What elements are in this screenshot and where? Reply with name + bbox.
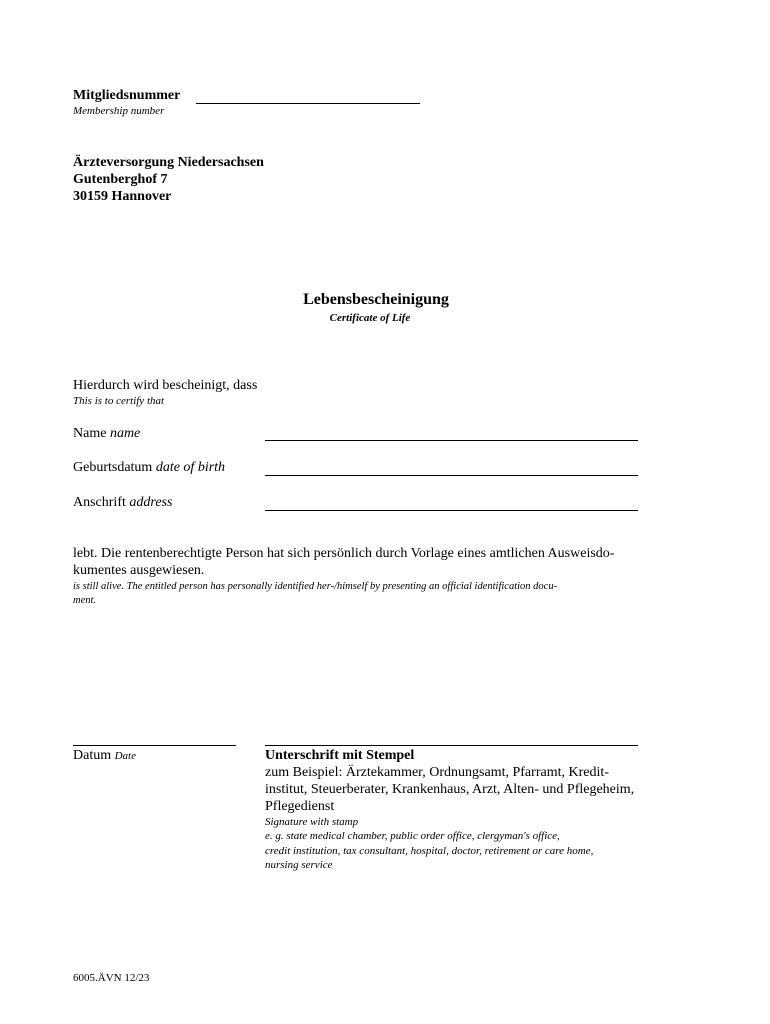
address-field[interactable]: [265, 510, 638, 511]
page-subtitle: Certificate of Life: [329, 312, 411, 324]
membership-label: Mitgliedsnummer: [73, 88, 181, 103]
signature-en-line-3: nursing service: [265, 859, 333, 871]
signature-en-heading: Signature with stamp: [265, 816, 359, 828]
signature-field[interactable]: [265, 745, 638, 746]
statement-en-line-2: ment.: [73, 595, 97, 606]
address-label: Anschrift address: [73, 495, 173, 510]
statement-en-line-1: is still alive. The entitled person has personally identified her-/himself by presenting an official identification docu-: [73, 581, 558, 592]
address-line-1: Ärzteversorgung Niedersachsen: [73, 155, 264, 170]
statement-line-1: lebt. Die rentenberechtigte Person hat sich persönlich durch Vorlage eines amtlichen Ausweisdo-: [73, 546, 615, 561]
signature-en-line-2: credit institution, tax consultant, hospital, doctor, retirement or care home,: [265, 845, 594, 857]
signature-examples-line-1: zum Beispiel: Ärztekammer, Ordnungsamt, Pfarramt, Kredit-: [265, 765, 609, 780]
certify-text: Hierdurch wird bescheinigt, dass: [73, 378, 258, 393]
address-line-3: 30159 Hannover: [73, 189, 172, 204]
signature-heading: Unterschrift mit Stempel: [265, 748, 415, 763]
name-label: Name name: [73, 426, 141, 441]
signature-examples-line-3: Pflegedienst: [265, 799, 335, 814]
birthdate-field[interactable]: [265, 475, 638, 476]
form-code: 6005.ÄVN 12/23: [73, 972, 150, 984]
statement-line-2: kumentes ausgewiesen.: [73, 563, 205, 578]
membership-label-en: Membership number: [73, 105, 165, 117]
certify-text-en: This is to certify that: [73, 395, 165, 407]
signature-en-line-1: e. g. state medical chamber, public order office, clergyman's office,: [265, 830, 560, 842]
page-title: Lebensbescheinigung: [303, 291, 449, 308]
birthdate-label: Geburtsdatum date of birth: [73, 460, 226, 475]
name-field[interactable]: [265, 440, 638, 441]
signature-examples-line-2: institut, Steuerberater, Krankenhaus, Arzt, Alten- und Pflegeheim,: [265, 782, 635, 797]
membership-number-field[interactable]: [196, 103, 420, 104]
date-label: Datum Date: [73, 748, 136, 763]
address-line-2: Gutenberghof 7: [73, 172, 168, 187]
date-field[interactable]: [73, 745, 236, 746]
